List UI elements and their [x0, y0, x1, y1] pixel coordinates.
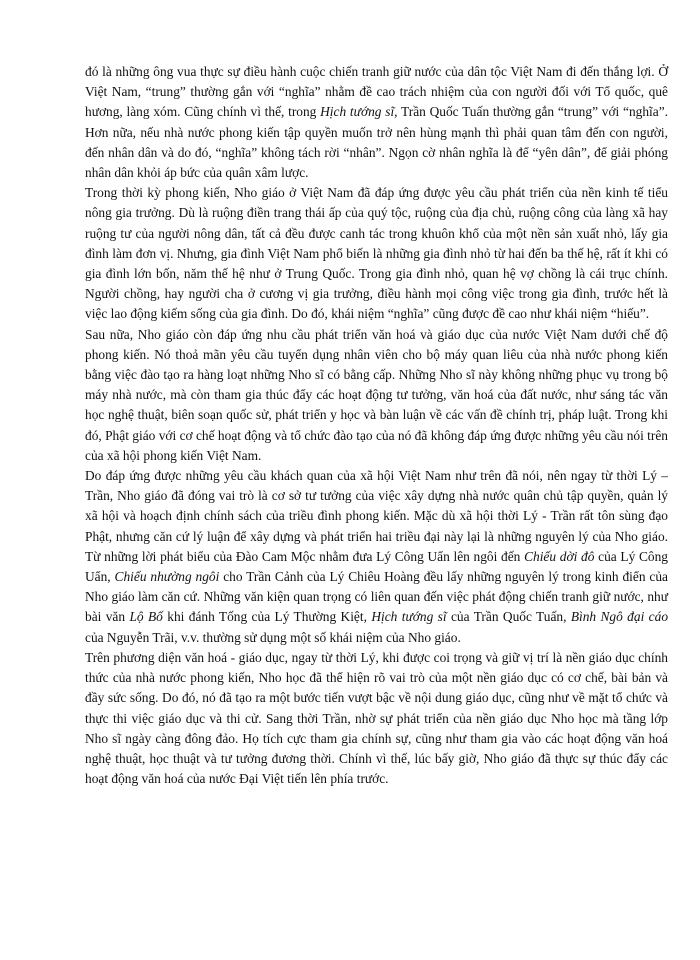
- paragraph-4: [85, 466, 668, 648]
- text-run: Do đáp ứng được những yêu cầu khách quan của xã hội Việt Nam như trên đã nói, nên ngay từ thời Lý – Trần, Nho giáo đã đóng vai trò là cơ sở tư tưởng của việc xây dựng nhà nước quân chủ tập quyền, quản lý xã hội và hoạch định chính sách của triều đình phong kiến. Mặc dù xã hội thời Lý - Trần rất tôn sùng đạo Phật, nhưng căn cứ lý luận để xây dựng và phát triển hai triều đại này lại là những nguyên lý của Nho giáo. Từ những lời phát biểu của Đào Cam Mộc nhằm đưa Lý Công Uẩn lên ngôi đến: [85, 468, 668, 564]
- text-run: đó là những ông vua thực sự điều hành cuộc chiến tranh giữ nước của dân tộc Việt Nam đi đến thắng lợi. Ở Việt Nam, “trung” thường gắn với “nghĩa” nhằm đề cao trách nhiệm của con người đối với Tổ quốc, quê hương, làng xóm. Cũng chính vì thế, trong: [85, 64, 668, 120]
- paragraph-3: [85, 325, 668, 466]
- paragraph-2: [85, 183, 668, 324]
- italic-title: Bình Ngô đại cáo: [570, 609, 669, 625]
- paragraph-1: [85, 62, 668, 183]
- text-run: của Trần Quốc Tuấn,: [446, 609, 571, 625]
- text-run: , Trần Quốc Tuấn thường gắn “trung” với “nghĩa”. Hơn nữa, nếu nhà nước phong kiến tập quyền muốn trở nên hùng mạnh thì phải quan tâm đến con người, đến nhân dân và do đó, “nghĩa” không tách rời “nhân”. Ngọn cờ nhân nghĩa là để “yên dân”, để giải phóng nhân dân khỏi áp bức của quân xâm lược.: [85, 104, 668, 181]
- text-run: cho Trần Cảnh của Lý Chiêu Hoàng đều lấy những nguyên lý trong kinh điển của Nho giáo làm căn cứ. Những văn kiện quan trọng có liên quan đến việc phát động chiến tranh giữ nước, như bài văn: [85, 569, 669, 625]
- italic-title: Lộ Bố: [129, 609, 163, 625]
- text-run: của Lý Công Uẩn,: [85, 548, 668, 585]
- italic-title: Chiếu nhường ngôi: [114, 569, 220, 585]
- italic-title: Hịch tướng sĩ: [320, 104, 395, 120]
- text-run: Trong thời kỳ phong kiến, Nho giáo ở Việt Nam đã đáp ứng được yêu cầu phát triển của nền kinh tế tiểu nông gia trưởng. Dù là ruộng điền trang thái ấp của quý tộc, ruộng của địa chủ, ruộng công của làng xã hay ruộng tư của người nông dân, tất cả đều được canh tác trong khuôn khổ của một nền sản xuất nhỏ, lấy gia đình làm đơn vị. Nhưng, gia đình Việt Nam phổ biến là những gia đình nhỏ từ hai đến ba thế hệ, rất ít khi có gia đình lớn bốn, năm thế hệ như ở Trung Quốc. Trong gia đình nhỏ, quan hệ vợ chồng là cái trục chính. Người chồng, hay người cha ở cương vị gia trưởng, điều hành mọi công việc trong gia đình, trước hết là việc lao động kiếm sống của gia đình. Do đó, khái niệm “nghĩa” cũng được đề cao như khái niệm “hiếu”.: [85, 185, 668, 322]
- text-run: khi đánh Tống của Lý Thường Kiệt,: [162, 609, 372, 625]
- text-run: Trên phương diện văn hoá - giáo dục, ngay từ thời Lý, khi được coi trọng và giữ vị trí là nền giáo dục chính thức của nhà nước phong kiến, Nho học đã thể hiện rõ vai trò của một nền giáo dục có cơ chế, bài bản và đầy sức sống. Do đó, nó đã tạo ra một bước tiến vượt bậc về nội dung giáo dục, cũng như về mặt tổ chức và thực thi việc giáo dục và thi cử. Sang thời Trần, nhờ sự phát triển của nền giáo dục Nho học mà tầng lớp Nho sĩ ngày càng đông đảo. Họ tích cực tham gia chính sự, cũng như tham gia vào các hoạt động văn hoá nghệ thuật, học thuật và tư tưởng đương thời. Chính vì thế, lúc bấy giờ, Nho giáo đã thực sự thúc đẩy các hoạt động văn hoá của nước Đại Việt tiến lên phía trước.: [85, 649, 668, 787]
- text-run: của Nguyễn Trãi, v.v. thường sử dụng một số khái niệm của Nho giáo.: [85, 629, 461, 645]
- paragraph-5: [85, 648, 668, 789]
- italic-title: Hịch tướng sĩ: [371, 609, 447, 625]
- italic-title: Chiếu dời đô: [524, 548, 595, 564]
- text-run: Sau nữa, Nho giáo còn đáp ứng nhu cầu phát triển văn hoá và giáo dục của nước Việt Nam dưới chế độ phong kiến. Nó thoả mãn yêu cầu tuyển dụng nhân viên cho bộ máy quan liêu của nhà nước phong kiến bằng việc đào tạo ra hàng loạt những Nho sĩ có bằng cấp. Những Nho sĩ này không những phục vụ trong bộ máy nhà nước, mà còn tham gia thúc đẩy các hoạt động tư tưởng, văn hoá của đất nước, như sáng tác văn học nghệ thuật, biên soạn quốc sử, phát triển y học và bàn luận về các vấn đề chính trị, pháp luật. Trong khi đó, Phật giáo với cơ chế hoạt động và tổ chức đào tạo của nó đã không đáp ứng được những yêu cầu nói trên của xã hội phong kiến Việt Nam.: [85, 326, 668, 463]
